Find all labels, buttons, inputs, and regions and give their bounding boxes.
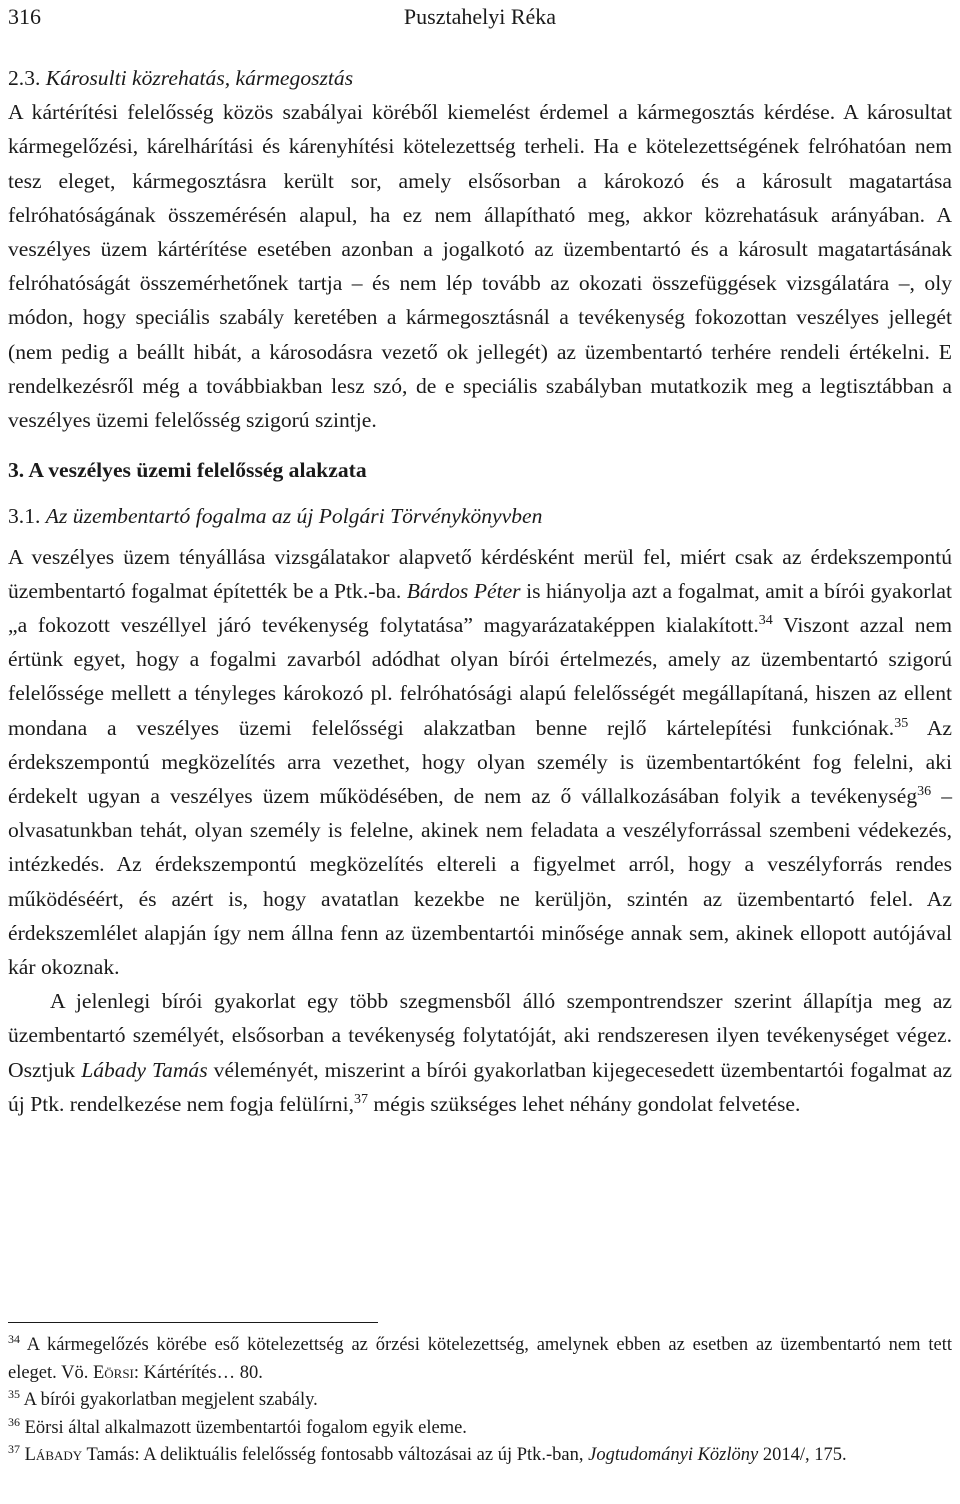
footnote-text: 2014/, 175.: [758, 1445, 847, 1465]
footnote-ref[interactable]: 35: [894, 715, 909, 731]
section-heading-3: 3. A veszélyes üzemi felelősség alakzata: [8, 458, 367, 483]
paragraph: [8, 984, 952, 1121]
section-number: 2.3.: [8, 66, 41, 90]
text-run: mégis szükséges lehet néhány gondolat felvetése.: [368, 1091, 801, 1116]
author-name: Lábady: [24, 1445, 83, 1465]
section-heading-2-3: [8, 61, 952, 95]
footnote-ref[interactable]: 36: [917, 784, 932, 800]
text-run: – olvasatunkban tehát, olyan személy is felelne, akinek nem feladata a veszélyforrással szembeni védekezés, intézkedés. Az érdekszempontú megközelítés eltereli a figyelmet arról, hogy a veszélyforrás rendes működéséért, és azért is, hogy avatatlan kezekbe ne kerüljön, szintén az üzembentartó felel. Az érdekszemlélet alapján így nem állna fenn az üzembentartói minősége annak sem, akinek ellopott autójával kár okoznak.: [8, 784, 952, 980]
footnote-text: Eörsi által alkalmazott üzembentartói fogalom egyik eleme.: [24, 1417, 467, 1438]
footnote-text: Tamás: A deliktuális felelősség fontosabb változásai az új Ptk.-ban,: [82, 1445, 589, 1465]
footnote-text: : Kártérítés… 80.: [133, 1362, 263, 1383]
footnote-number: 34: [8, 1332, 20, 1346]
text-run: Viszont azzal nem értünk egyet, hogy a fogalmi zavarból adódhat olyan bírói értelmezés, amely az üzembentartó szigorú felelőssége mellett a tényleges károkozó pl. felróhatósági alapú felelősségét megállapítaná, hiszen az ellent mondana a veszélyes üzemi felelősségi alakzatban benne rejlő kártelepítési funkciónak.: [8, 613, 952, 740]
paragraph: [8, 540, 952, 985]
text-run: A veszélyes üzem tényállása vizsgálatakor alapvető kérdésként merül fel, miért csak az érdekszempontú üzembentartó fogalmat építették be a Ptk.-ba.: [8, 544, 952, 603]
footnote-text: A kármegelőzés körébe eső kötelezettség az őrzési kötelezettség, amelynek ebben az esetben az üzembentartó nem tett eleget. Vö.: [8, 1335, 952, 1383]
footnote-ref[interactable]: 34: [758, 613, 773, 629]
page-number: 316: [8, 4, 41, 29]
section-title: Károsulti közrehatás, kármegosztás: [45, 66, 354, 90]
footnote-number: 37: [8, 1442, 20, 1456]
running-header: [8, 2, 952, 32]
section-title: Az üzembentartó fogalma az új Polgári Törvénykönyvben: [45, 504, 543, 529]
main-text: [8, 61, 952, 1121]
footnote-35: [8, 1387, 952, 1415]
paragraph: A kártérítési felelősség közös szabályai köréből kiemelést érdemel a kármegosztás kérdése. A károsultat kármegelőzési, kárelhárítási és kárenyhítési kötelezettség terheli. Ha e kötelezettségének felróhatóan nem tesz eleget, kármegosztásra került sor, amely elsősorban a károkozó és a károsult magatartása felróhatóságának összemérésén alapul, ha ez nem állapítható meg, akkor közrehatásuk arányában. A veszélyes üzem kártérítése esetében azonban a jogalkotó az üzembentartó és a károsult magatartásának felróhatóságát összemérhetőnek tartja – és nem lép tovább az okozati összefüggések vizsgálatára –, oly módon, hogy speciális szabály keretében a kármegosztásnál a tevékenység fokozottan veszélyes jellegét (nem pedig a beállt hibát, a károsodásra vezető ok jellegét) az üzembentartó terhére rendeli értékelni. E rendelkezésről még a továbbiakban lesz szó, de e speciális szabályban mutatkozik meg a legtisztábban a veszélyes üzemi felelősség szigorú szintje.: [8, 100, 952, 433]
footnote-divider: [8, 1322, 378, 1323]
journal-title: Jogtudományi Közlöny: [588, 1445, 759, 1465]
footnote-34: [8, 1332, 952, 1387]
section-heading-3-1: [8, 499, 952, 533]
person-name: Lábady Tamás: [81, 1057, 208, 1082]
author-name: Eörsi: [92, 1362, 134, 1383]
footnote-text: A bírói gyakorlatban megjelent szabály.: [23, 1390, 318, 1410]
footnote-number: 35: [8, 1387, 20, 1401]
footnote-36: [8, 1415, 952, 1443]
text-run: Az érdekszempontú megközelítés arra vezethet, hogy olyan személy is üzembentartóként fog felelni, aki érdekelt ugyan a veszélyes üzem működésében, de nem az ő vállalkozásában folyik a tevékenység: [8, 715, 952, 809]
person-name: Bárdos Péter: [406, 578, 521, 603]
footnote-number: 36: [8, 1414, 20, 1429]
text-run: véleményét, miszerint a bírói gyakorlatban kijegecesedett üzembentartói fogalmat az új Ptk. rendelkezése nem fogja felülírni,: [8, 1057, 952, 1116]
text-run: is hiányolja azt a fogalmat, amit a bírói gyakorlat „a fokozott veszéllyel járó tevékenység folytatása” magyarázataképpen kialakított.: [8, 578, 953, 638]
running-author: Pusztahelyi Réka: [403, 4, 557, 29]
footnote-ref[interactable]: 37: [354, 1091, 368, 1107]
section-number: 3.1.: [8, 504, 41, 529]
footnote-37: [8, 1442, 952, 1470]
text-run: A jelenlegi bírói gyakorlat egy több szegmensből álló szempontrendszer szerint állapítja meg az üzembentartó személyét, elsősorban a tevékenység folytatóját, aki rendszeresen ilyen tevékenységet végez. Osztjuk: [8, 989, 952, 1082]
footnotes: [8, 1332, 952, 1470]
